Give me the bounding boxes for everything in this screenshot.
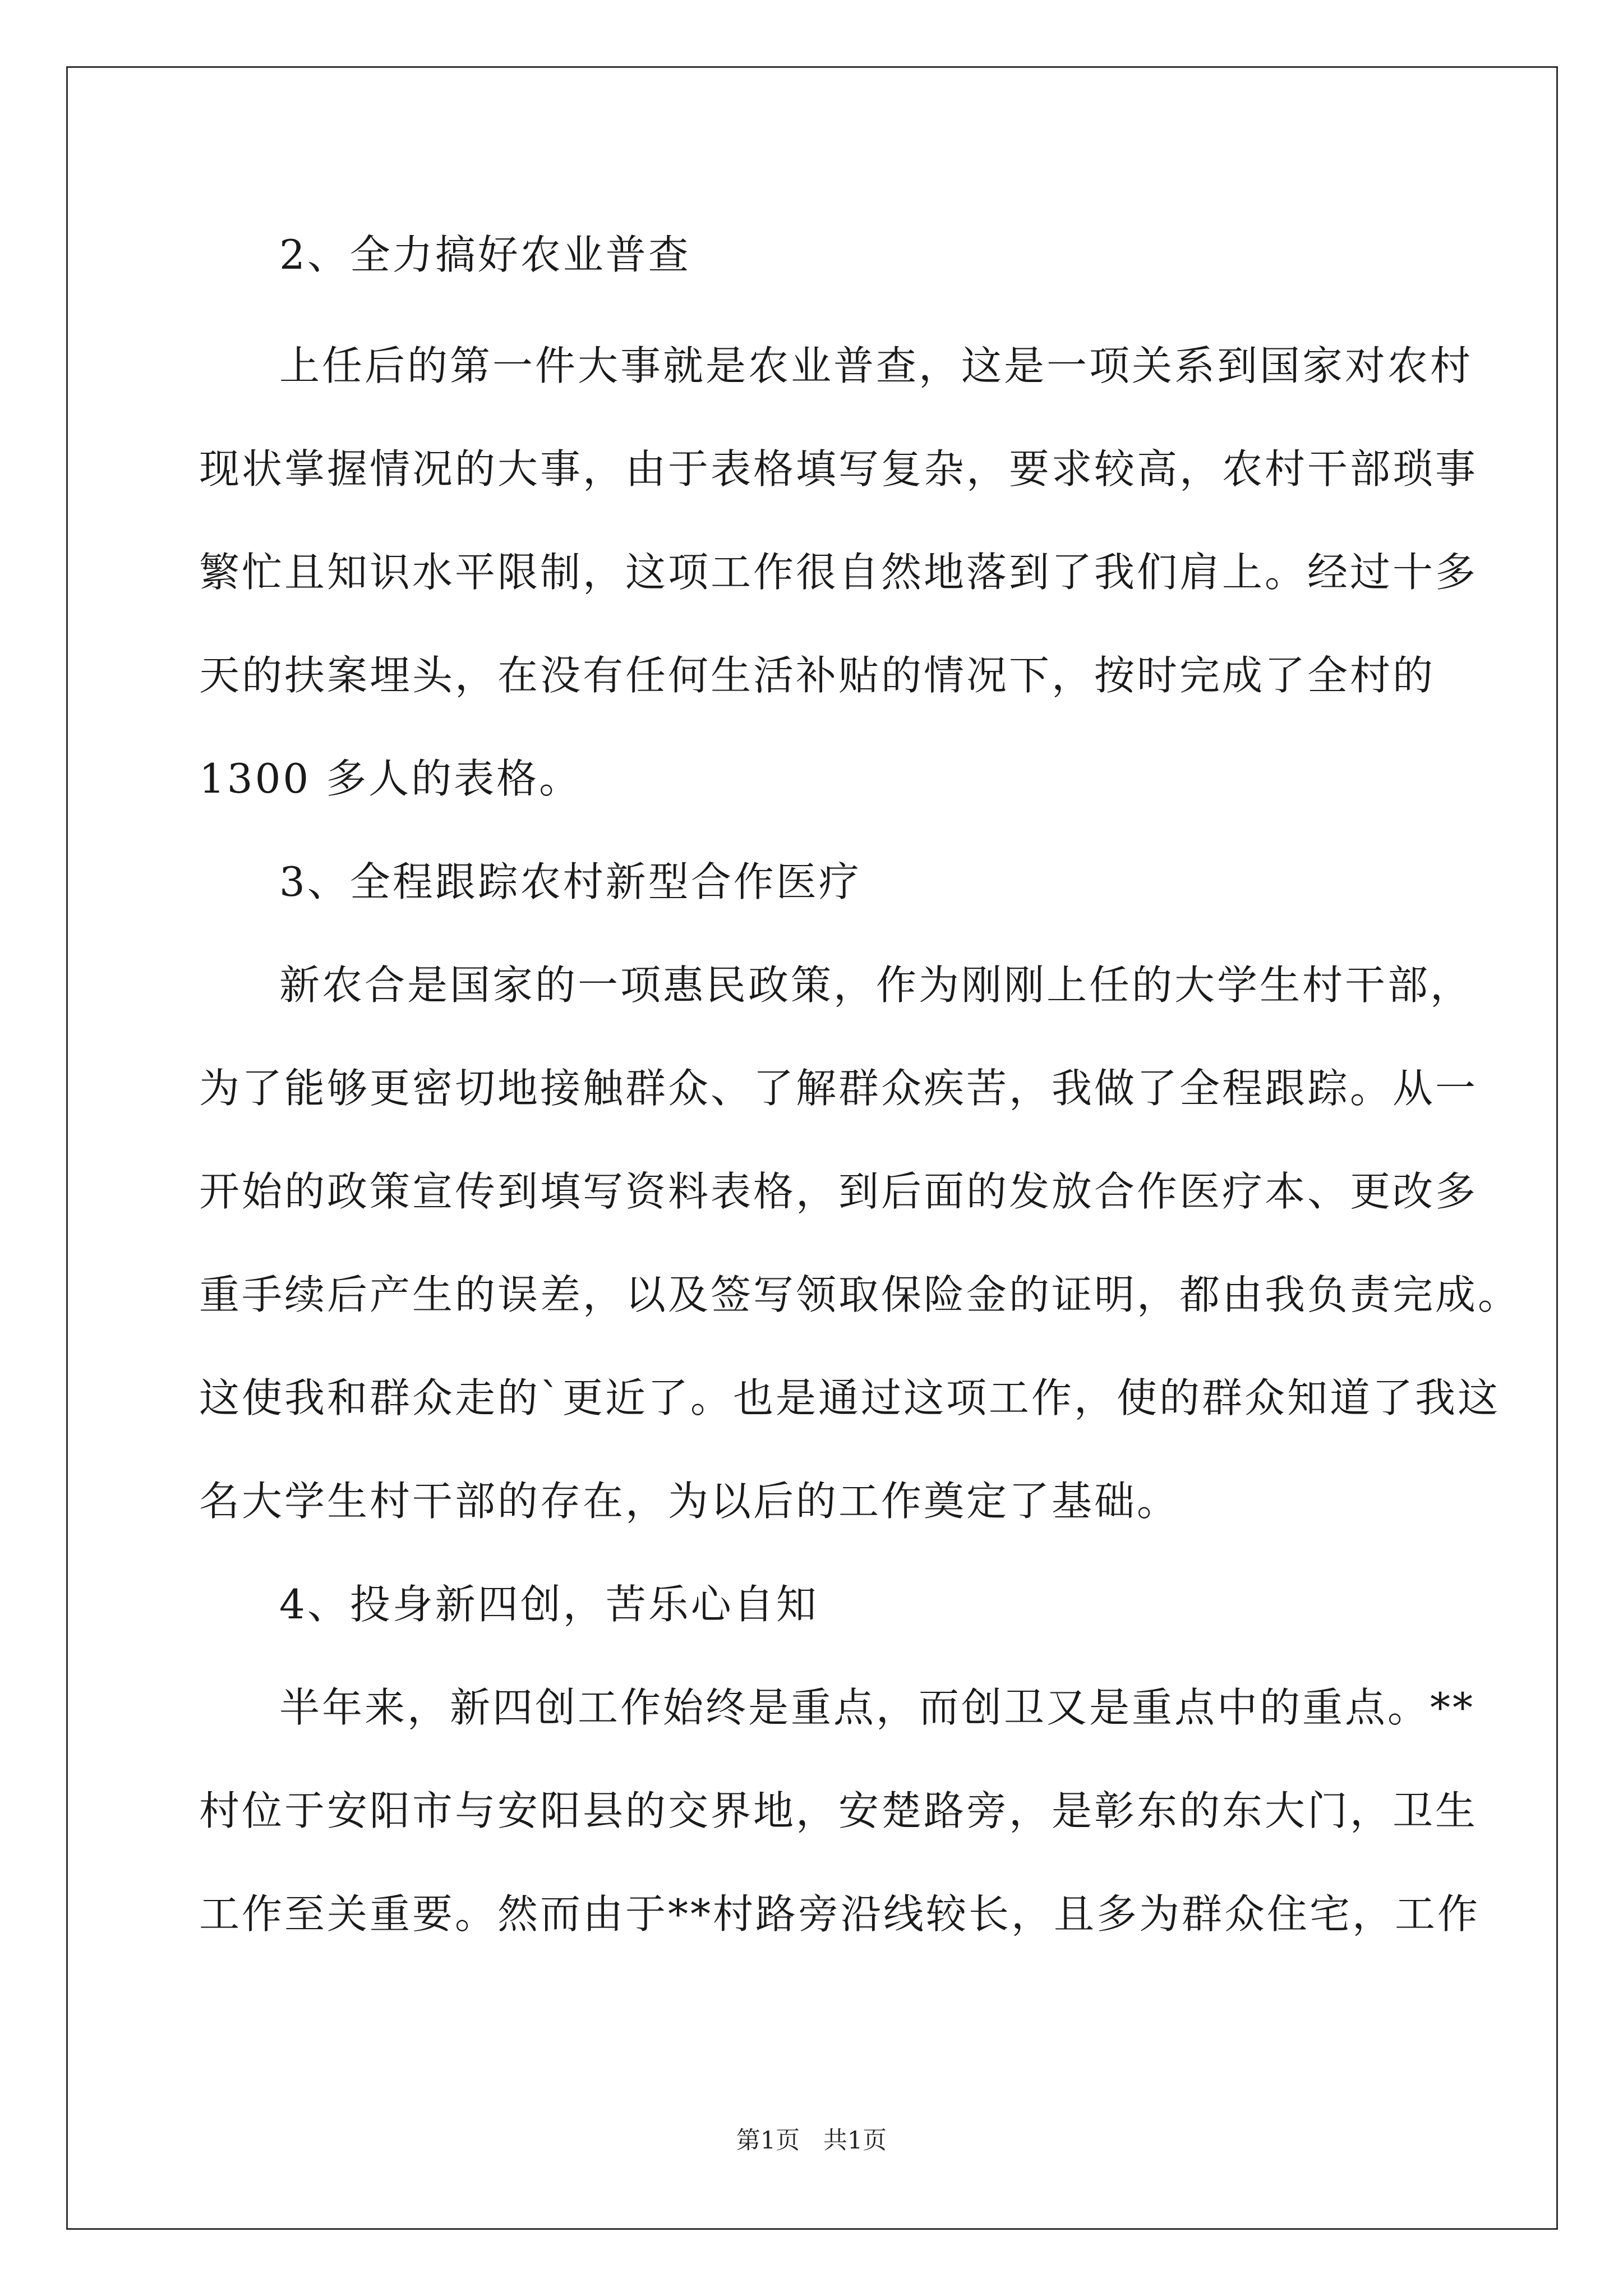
page-footer bbox=[0, 2129, 1623, 2153]
heading-4: 4、投身新四创，苦乐心自知 bbox=[279, 1581, 819, 1628]
paragraph-line: 重手续后产生的误差，以及签写领取保险金的证明，都由我负责完成。 bbox=[199, 1271, 1521, 1318]
paragraph-line: 半年来，新四创工作始终是重点，而创卫又是重点中的重点。** bbox=[279, 1684, 1476, 1731]
heading-3: 3、全程跟踪农村新型合作医疗 bbox=[279, 858, 861, 905]
paragraph-line: 繁忙且知识水平限制，这项工作很自然地落到了我们肩上。经过十多 bbox=[199, 549, 1478, 596]
paragraph-line: 为了能够更密切地接触群众、了解群众疾苦，我做了全程跟踪。从一 bbox=[199, 1065, 1478, 1112]
paragraph-line: 天的扶案埋头，在没有任何生活补贴的情况下，按时完成了全村的 bbox=[199, 652, 1436, 699]
paragraph-line: 新农合是国家的一项惠民政策，作为刚刚上任的大学生村干部， bbox=[279, 961, 1473, 1009]
paragraph-line: 现状掌握情况的大事，由于表格填写复杂，要求较高，农村干部琐事 bbox=[199, 445, 1478, 493]
paragraph-line: 名大学生村干部的存在，为以后的工作奠定了基础。 bbox=[199, 1478, 1180, 1525]
heading-2: 2、全力搞好农业普查 bbox=[279, 231, 691, 278]
paragraph-line: 上任后的第一件大事就是农业普查，这是一项关系到国家对农村 bbox=[279, 342, 1473, 389]
paragraph-line: 工作至关重要。然而由于**村路旁沿线较长，且多为群众住宅，工作 bbox=[199, 1890, 1481, 1938]
page-number: 第1页 bbox=[736, 2127, 800, 2155]
paragraph-line: 村位于安阳市与安阳县的交界地，安楚路旁，是彰东的东大门，卫生 bbox=[199, 1787, 1478, 1834]
paragraph-line: 1300 多人的表格。 bbox=[199, 755, 582, 802]
page-total: 共1页 bbox=[823, 2127, 887, 2155]
paragraph-line: 开始的政策宣传到填写资料表格，到后面的发放合作医疗本、更改多 bbox=[199, 1168, 1478, 1215]
paragraph-line: 这使我和群众走的`更近了。也是通过这项工作，使的群众知道了我这 bbox=[199, 1374, 1501, 1421]
